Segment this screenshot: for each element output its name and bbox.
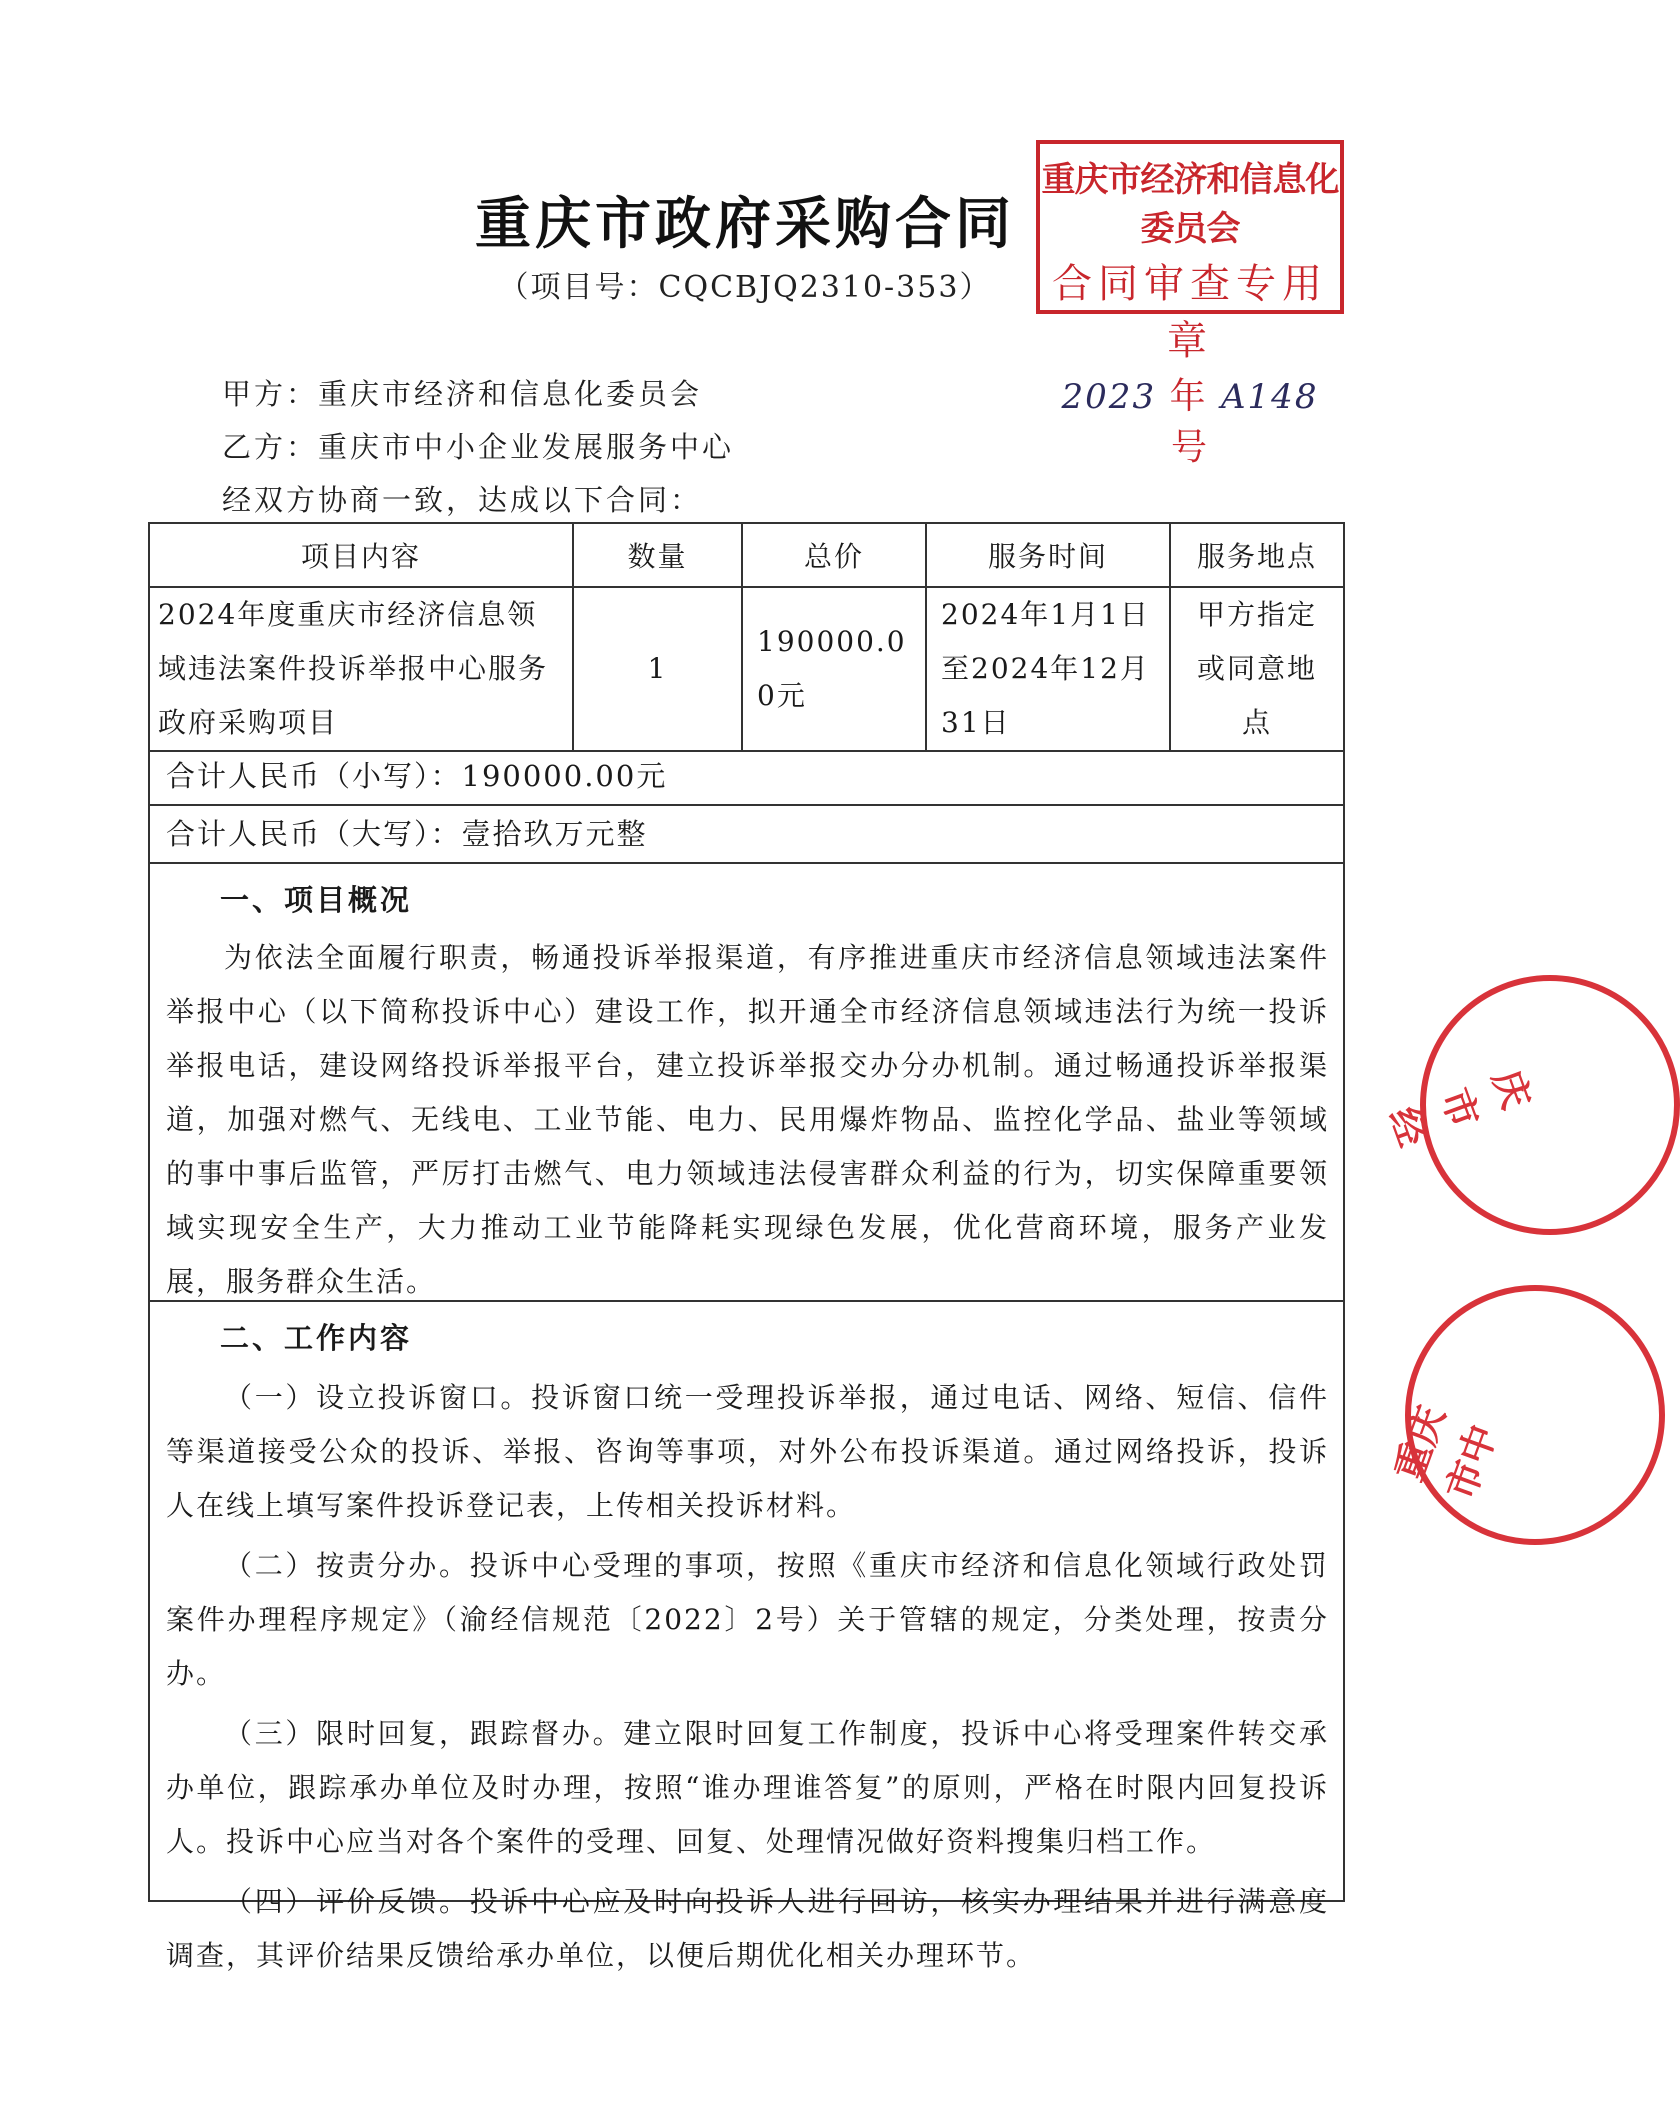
section-2-para-4: （四）评价反馈。投诉中心应及时向投诉人进行回访，核实办理结果并进行满意度调查，其评价结果反馈给承办单位，以便后期优化相关办理环节。 (166, 1885, 1329, 1972)
total-small-row (148, 748, 1345, 806)
contract-review-seal (1036, 140, 1344, 468)
cell-total: 190000.00元 (742, 587, 926, 751)
round-stamp-top-text: 庆市经 (1380, 1063, 1539, 1153)
header-content: 项目内容 (149, 523, 573, 587)
seal-number-label: 号 (1170, 427, 1209, 468)
header-place: 服务地点 (1170, 523, 1344, 587)
seal-line-3 (1040, 368, 1340, 470)
header-total: 总价 (742, 523, 926, 587)
agreement-intro: 经双方协商一致，达成以下合同： (222, 483, 703, 517)
cell-time: 2024年1月1日至2024年12月31日 (926, 587, 1170, 751)
section-2-heading: 二、工作内容 (220, 1321, 413, 1355)
party-b: 乙方：重庆市中小企业发展服务中心 (222, 430, 735, 464)
party-a: 甲方：重庆市经济和信息化委员会 (222, 377, 703, 411)
items-table (148, 522, 1345, 752)
section-2-para-1: （一）设立投诉窗口。投诉窗口统一受理投诉举报，通过电话、网络、短信、信件等渠道接受公众的投诉、举报、咨询等事项，对外公布投诉渠道。通过网络投诉，投诉人在线上填写案件投诉登记表，上传相关投诉材料。 (166, 1381, 1329, 1522)
cell-quantity: 1 (573, 587, 742, 751)
seal-year-label: 年 (1169, 376, 1208, 417)
seal-number-handwritten: A148 (1221, 377, 1319, 417)
cell-place: 甲方指定或同意地点 (1170, 587, 1344, 751)
section-2-para-2: （二）按责分办。投诉中心受理的事项，按照《重庆市经济和信息化领域行政处罚案件办理程序规定》（渝经信规范〔2022〕2号）关于管辖的规定，分类处理，按责分办。 (166, 1549, 1329, 1690)
header-quantity: 数量 (573, 523, 742, 587)
total-small: 合计人民币（小写）：190000.00元 (166, 759, 668, 793)
table-row (149, 587, 1344, 751)
section-1-heading: 一、项目概况 (220, 883, 413, 917)
project-number: （项目号：CQCBJQ2310-353） (498, 270, 992, 305)
section-overview (148, 864, 1345, 1302)
seal-year-handwritten: 2023 (1061, 377, 1157, 417)
section-2-para-3: （三）限时回复，跟踪督办。建立限时回复工作制度，投诉中心将受理案件转交承办单位，跟踪承办单位及时办理，按照“谁办理谁答复”的原则，严格在时限内回复投诉人。投诉中心应当对各个案件的受理、回复、处理情况做好资料搜集归档工作。 (166, 1717, 1329, 1858)
section-work-content (148, 1302, 1345, 1972)
document-title: 重庆市政府采购合同 (475, 192, 1015, 257)
section-1-text: 为依法全面履行职责，畅通投诉举报渠道，有序推进重庆市经济信息领域违法案件举报中心（以下简称投诉中心）建设工作，拟开通全市经济信息领域违法行为统一投诉举报电话，建设网络投诉举报平台，建立投诉举报交办分办机制。通过畅通投诉举报渠道，加强对燃气、无线电、工业节能、电力、民用爆炸物品、监控化学品、盐业等领域的事中事后监管，严厉打击燃气、电力领域违法侵害群众利益的行为，切实保障重要领域实现安全生产，大力推动工业节能降耗实现绿色发展，优化营商环境，服务产业发展，服务群众生活。 (166, 941, 1329, 1298)
total-big: 合计人民币（大写）：壹拾玖万元整 (166, 817, 648, 851)
seal-line-1: 重庆市经济和信息化委员会 (1041, 160, 1339, 249)
table-header-row (149, 523, 1344, 587)
total-big-row (148, 806, 1345, 864)
header-time: 服务时间 (926, 523, 1170, 587)
round-stamp-bottom-text: 重庆市中 (1386, 1400, 1506, 1506)
seal-line-2: 合同审查专用章 (1052, 261, 1328, 364)
cell-content: 2024年度重庆市经济信息领域违法案件投诉举报中心服务政府采购项目 (149, 587, 573, 751)
